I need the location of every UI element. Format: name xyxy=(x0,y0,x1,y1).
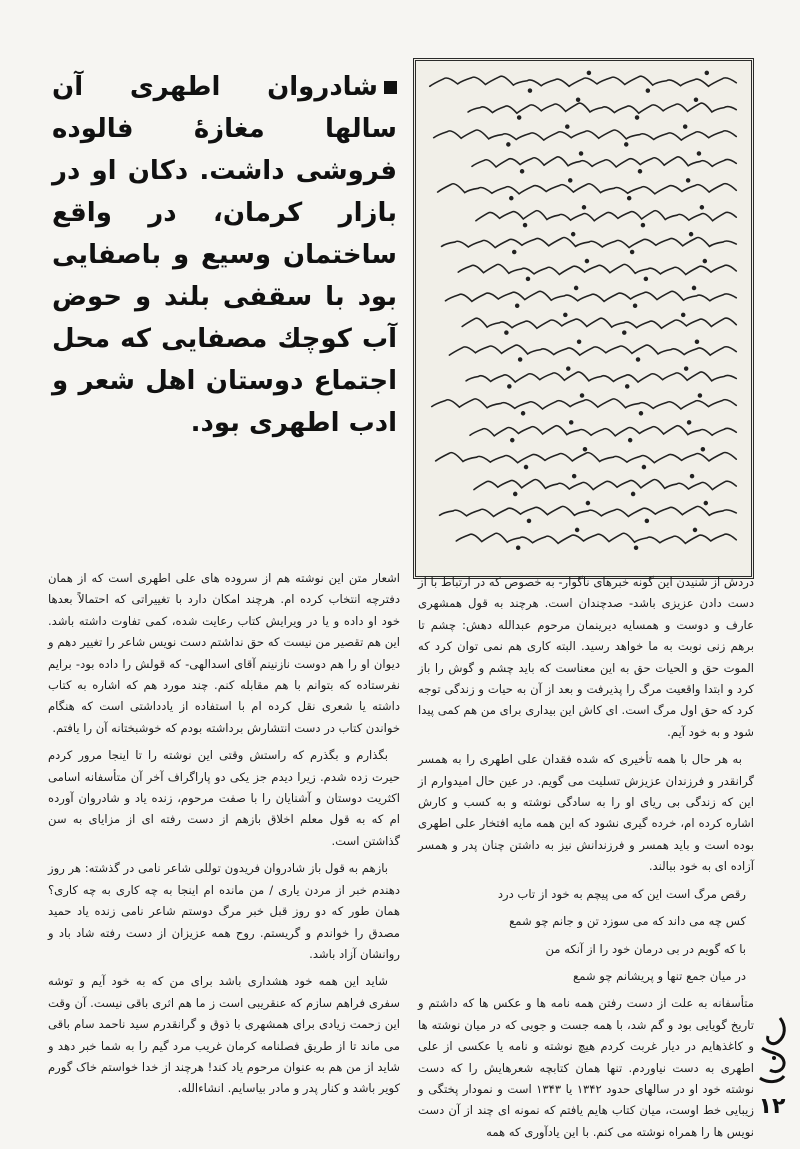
manuscript-dot xyxy=(695,340,698,343)
manuscript-dot xyxy=(631,250,634,253)
magazine-logo xyxy=(752,1012,792,1092)
headline-line: شادروان اطهری xyxy=(129,72,378,102)
paragraph: بگذارم و بگذرم که راستش وقتی این نوشته را تا اینجا مرور کردم حیرت زده شدم. زیرا دیدم جز یکی دو پاراگراف آخر آن متأسفانه اسامی اکثریت دوستان و آشنایان را با صفت مرحوم، زنده یاد و شادروان آورده ام که به قول معلم اخلاق بازهم از دست رفته ای از مزایای به سن گذاشتن است. xyxy=(48,748,400,848)
manuscript-dot xyxy=(513,250,516,253)
manuscript-dot xyxy=(697,152,700,155)
paragraph: بازهم به قول باز شادروان فریدون توللی شاعر نامی در گذشته: هر روز دهندم خبر از مردن یاری / من مانده ام اینجا به چه کاری به چه کاری؟ همان طور که دو روز قبل خبر مرگ دوستم شاعر نامی زنده یاد حمید مصدق را خواندم و گریستم. روح همه عزیزان از دست رفته شاد باد و روانشان آزاد باشد. xyxy=(48,861,400,961)
manuscript-dot xyxy=(639,412,642,415)
manuscript-dot xyxy=(634,304,637,307)
manuscript-dot xyxy=(704,502,707,505)
headline-line: داشت. دکان او در xyxy=(52,156,285,186)
manuscript-dot xyxy=(525,466,528,469)
manuscript-dot xyxy=(623,331,626,334)
manuscript-dot xyxy=(639,170,642,173)
manuscript-dot xyxy=(587,71,590,74)
manuscript-dot xyxy=(682,313,685,316)
manuscript-dot xyxy=(705,71,708,74)
manuscript-dot xyxy=(695,98,698,101)
paragraph: اشعار متن این نوشته هم از سروده های علی اطهری است که از همان دفترچه انتخاب کرده ام. هرچند امکان دارد با تغییراتی که احتمالاً بعدها خود او داده و یا در ویرایش کتاب رعایت شده، کمی تفاوت داشته باشد. این هم تقصیر من نیست که حق نداشتم دست نویس شاعر را تغییر دهم و دیوان او را هم دوست نازنینم آقای اسدالهی- که قولش را داده بود- برایم نفرستاده که بتوانم با هم مقابله کنم. چند مورد هم که اشاره به کتاب داشته یا شعری نقل کرده ام با استفاده از یادداشتی است که هنگام خواندن کتاب در دست انتشارش برداشته بودم که خوشبختانه آن را یافتم. xyxy=(48,571,400,735)
manuscript-dot xyxy=(684,125,687,128)
verse-line: کس چه می داند که می سوزد تن و جانم چو شمع xyxy=(509,914,746,929)
manuscript-dot xyxy=(625,143,628,146)
manuscript-dot xyxy=(694,528,697,531)
manuscript-dot xyxy=(700,206,703,209)
kerman-logo-icon xyxy=(752,1012,792,1092)
manuscript-dot xyxy=(519,358,522,361)
manuscript-dot xyxy=(575,286,578,289)
manuscript-dot xyxy=(522,412,525,415)
manuscript-dot xyxy=(527,277,530,280)
headline-line: که محل اجتماع دوستان اهل شعر و xyxy=(52,324,397,396)
manuscript-dot xyxy=(703,260,706,263)
manuscript-dot xyxy=(629,439,632,442)
manuscript-dot xyxy=(693,286,696,289)
verse-line: رقص مرگ است این که می پیچم به خود از تاب درد xyxy=(497,886,746,901)
paragraph: به هر حال با همه تأخیری که شده فقدان علی اطهری را به همسر گرانقدر و فرزندان عزیزش تسلیت می گویم. در عین حال امیدوارم از این که زندگی بی ریای او را به سادگی نوشته و به کسب و کارش اشاره کرده ام، خرده گیری نشود که این همه مایه افتخار علی اطهری بوده است و باید همسر و فرزندانش نیز به داشتن چنان پدر و همسر آزاده ای به خود ببالند. xyxy=(418,752,754,874)
manuscript-dot xyxy=(576,528,579,531)
manuscript-image xyxy=(413,58,754,579)
manuscript-dot xyxy=(514,492,517,495)
manuscript-dot xyxy=(636,116,639,119)
manuscript-dot xyxy=(585,260,588,263)
headline-block xyxy=(52,66,397,444)
manuscript-dot xyxy=(510,197,513,200)
manuscript-dot xyxy=(626,385,629,388)
manuscript-dot xyxy=(567,367,570,370)
manuscript-dot xyxy=(518,116,521,119)
manuscript-dot xyxy=(524,224,527,227)
manuscript-dot xyxy=(566,125,569,128)
paragraph: متأسفانه به علت از دست رفتن همه نامه ها و عکس ها که داشتم و تاریخ گویایی بود و گم شد، با همه جست و جویی که در میان نوشته ها و کاغذهایم در دیار غربت کردم هیچ نوشته و نامه یا عکسی از علی اطهری به دست نیاوردم. تنها همان کتابچه شعرهایش را که دست نوشته خود او در سالهای حدود ۱۳۴۲ یا ۱۳۴۳ است و نمودار پختگی و زیبایی خط اوست، میان کتاب هایم یافتم که نمونه ای چند از آن دست نویس ها را همراه نوشته می کنم. با این یادآوری که همه xyxy=(418,996,754,1139)
manuscript-dot xyxy=(688,421,691,424)
manuscript-dot xyxy=(521,170,524,173)
headline-line: وسیع و باصفایی بود با سقفی بلند و xyxy=(52,240,397,312)
manuscript-dot xyxy=(698,394,701,397)
manuscript-dot xyxy=(508,385,511,388)
manuscript-dot xyxy=(687,179,690,182)
manuscript-dot xyxy=(577,98,580,101)
manuscript-dot xyxy=(507,143,510,146)
manuscript-dot xyxy=(644,277,647,280)
manuscript-handwriting xyxy=(416,61,751,576)
manuscript-dot xyxy=(628,197,631,200)
manuscript-dot xyxy=(641,224,644,227)
manuscript-dot xyxy=(685,367,688,370)
manuscript-dot xyxy=(632,492,635,495)
manuscript-dot xyxy=(570,421,573,424)
manuscript-dot xyxy=(517,546,520,549)
manuscript-dot xyxy=(505,331,508,334)
manuscript-dot xyxy=(584,448,587,451)
verse-line: در میان جمع تنها و پریشانم چو شمع xyxy=(573,968,746,983)
manuscript-dot xyxy=(690,233,693,236)
manuscript-dot xyxy=(511,439,514,442)
manuscript-dot xyxy=(583,206,586,209)
manuscript-dot xyxy=(516,304,519,307)
headline-line: حوض آب کوچك مصفایی xyxy=(52,282,397,354)
manuscript-dot xyxy=(691,475,694,478)
headline-line: آن سالها مغازهٔ فالوده فروشی xyxy=(52,72,397,186)
manuscript-dot xyxy=(646,89,649,92)
manuscript-dot xyxy=(564,313,567,316)
paragraph: شاید این همه خود هشداری باشد برای من که به خود آیم و توشه سفری فراهم سازم که عنقریبی است ز ما هم اثری باقی نیست. آن وقت این زحمت زیادی برای همشهری با ذوق و گرانقدرم سید ناحمد سام باقی می ماند تا از طریق فصلنامه کرمان غریب مرد گیم را به شما خبر دهد و شاید از من هم به عنوان مرحوم یاد کند! هرچند از خدا خواستم خاک گورم کویر باشد و کنار پدر و مادر بیاسایم. انشاءالله. xyxy=(48,974,400,1096)
headline-bullet-icon xyxy=(384,81,397,94)
manuscript-dot xyxy=(645,519,648,522)
manuscript-dot xyxy=(573,475,576,478)
manuscript-dot xyxy=(635,546,638,549)
verse-line: با که گویم در بی درمان خود را از آنکه من xyxy=(545,941,746,956)
paragraph: دردش از شنیدن این گونه خبرهای ناگوار- به خصوص که در ارتباط با از دست دادن عزیزی باشد- صدچندان است. هرچند به قول همشهری عارف و دوست و همسایه دیرینمان مرحوم عبدالله دهش: چشم تا برهم زنی نوبت به ما خواهد رسید. البته کاری هم نمی توان کرد که الموت حق و الحیات حق به این معناست که باید چشم و گوش را باز کرد و ابتدا واقعیت مرگ را پذیرفت و بعد از آن به حیات و زندگی توجه کرد که حق اول مرگ است. ای کاش این بیداری برای من هم کمی پیدا شود و به خود آیم. xyxy=(418,575,754,739)
page-number: ۱۲ xyxy=(758,1094,786,1119)
manuscript-dot xyxy=(572,233,575,236)
manuscript-dot xyxy=(528,519,531,522)
manuscript-dot xyxy=(586,502,589,505)
body-column-left xyxy=(48,568,400,1106)
manuscript-dot xyxy=(580,152,583,155)
headline-line: بازار کرمان، در واقع ساختمان xyxy=(52,198,397,270)
manuscript-dot xyxy=(581,394,584,397)
manuscript-dot xyxy=(528,89,531,92)
manuscript-dot xyxy=(642,466,645,469)
headline-line: ادب اطهری بود. xyxy=(190,408,397,438)
manuscript-dot xyxy=(701,448,704,451)
manuscript-dot xyxy=(569,179,572,182)
manuscript-dot xyxy=(578,340,581,343)
manuscript-dot xyxy=(637,358,640,361)
body-column-right xyxy=(418,572,754,1149)
